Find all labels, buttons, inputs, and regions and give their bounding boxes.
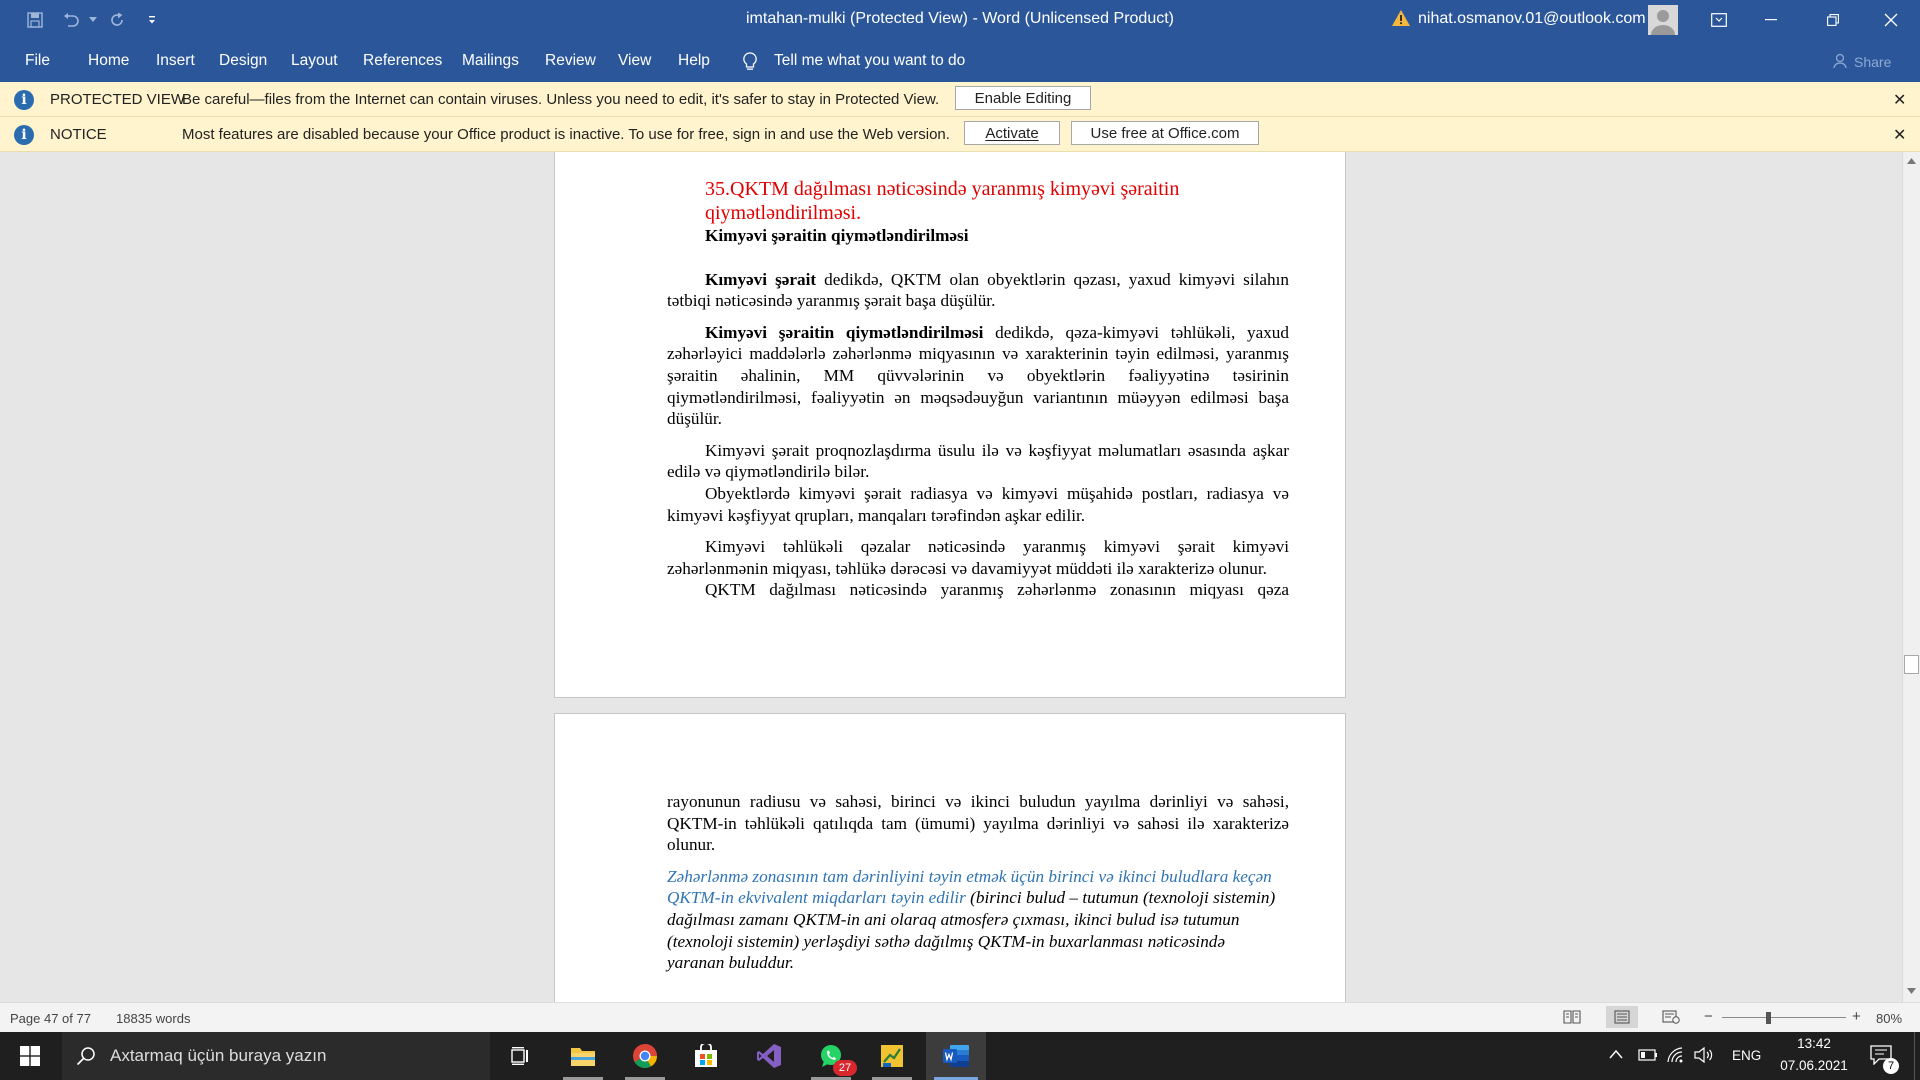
wifi-icon[interactable] <box>1666 1046 1684 1064</box>
subheading: Kimyəvi şəraitin qiymətləndirilməsi <box>705 226 969 245</box>
read-mode-icon[interactable] <box>1563 1010 1581 1024</box>
taskbar-search-box[interactable] <box>62 1032 490 1080</box>
tab-home[interactable]: Home <box>88 52 130 69</box>
account-email[interactable]: nihat.osmanov.01@outlook.com <box>1418 10 1646 27</box>
notice-label: NOTICE <box>50 126 107 143</box>
search-icon <box>76 1046 96 1066</box>
taskbar <box>0 1032 1920 1080</box>
restore-icon[interactable] <box>1810 0 1856 40</box>
whatsapp-icon[interactable] <box>803 1032 859 1080</box>
scroll-down-icon[interactable] <box>1904 984 1919 998</box>
enable-editing-button[interactable]: Enable Editing <box>955 86 1091 110</box>
chrome-icon[interactable] <box>617 1032 673 1080</box>
ribbon-tabs <box>0 40 1920 82</box>
show-desktop-button[interactable] <box>1914 1032 1915 1080</box>
clock-date[interactable]: 07.06.2021 <box>1780 1058 1848 1073</box>
zoom-level[interactable]: 80% <box>1876 1011 1903 1026</box>
start-windows-icon[interactable] <box>2 1032 58 1080</box>
tell-me-search[interactable]: Tell me what you want to do <box>774 52 966 69</box>
close-protected-bar-icon[interactable]: ✕ <box>1893 92 1907 109</box>
microsoft-store-icon[interactable] <box>678 1032 734 1080</box>
window-title: imtahan-mulki (Protected View) - Word (Unlicensed Product) <box>745 10 1174 27</box>
title-bar <box>0 0 1920 40</box>
share-button[interactable]: Share <box>1854 54 1892 70</box>
info-icon: i <box>14 125 34 145</box>
activate-button[interactable]: Activate <box>964 121 1060 145</box>
paragraph: Kimyəvi təhlükəli qəzalar nəticəsində yaranmış kimyəvi şərait kimyəvi zəhərlənmənin miqyası, təhlükə dərəcəsi və davamiyyət müddəti ilə xarakterizə olunur. <box>667 537 1289 578</box>
battery-icon[interactable] <box>1638 1048 1658 1062</box>
notice-bar <box>0 117 1920 152</box>
word-count[interactable]: 18835 words <box>116 1011 191 1026</box>
whatsapp-unread-badge: 27 <box>833 1060 857 1076</box>
tab-help[interactable]: Help <box>678 52 710 69</box>
zoom-slider[interactable] <box>1722 1017 1846 1018</box>
protected-view-message: Be careful—files from the Internet can contain viruses. Unless you need to edit, it's safer to stay in Protected View. <box>182 91 940 108</box>
share-icon <box>1833 53 1849 69</box>
paragraph: Zəhərlənmə zonasının tam dərinliyini təyin etmək üçün birinci və ikinci buludlara keçən QKTM-in ekvivalent miqdarları təyin edilir (birinci bulud – tutumun (texnoloji sistemin) dağılması zamanı QKTM-in ani olaraq atmosferə çıxması, ikinci bulud isə tutumun (texnoloji sistemin) yerləşdiyi səthə dağılmış QKTM-in buxarlanması nəticəsində yaranan buluddur. <box>667 866 1276 973</box>
show-hidden-icons-icon[interactable] <box>1609 1049 1623 1059</box>
paragraph: rayonunun radiusu və sahəsi, birinci və ikinci buludun yayılma dərinliyi və sahəsi, QKTM-in təhlükəli qatılıqda tam (ümumi) yayılma dərinliyi və sahəsi ilə xarakterizə olunur. <box>667 792 1289 855</box>
lightbulb-icon <box>742 52 758 72</box>
page <box>554 152 1346 698</box>
use-free-button[interactable]: Use free at Office.com <box>1071 121 1259 145</box>
zoom-out-button[interactable]: − <box>1704 1008 1713 1025</box>
tab-insert[interactable]: Insert <box>156 52 195 69</box>
tab-file[interactable]: File <box>25 52 50 69</box>
tab-mailings[interactable]: Mailings <box>462 52 519 69</box>
ribbon-display-options-icon[interactable] <box>1696 0 1742 40</box>
task-view-icon[interactable] <box>492 1032 548 1080</box>
zoom-slider-thumb[interactable] <box>1766 1012 1771 1024</box>
clock-time[interactable]: 13:42 <box>1797 1036 1831 1051</box>
tab-references[interactable]: References <box>363 52 443 69</box>
scroll-thumb[interactable] <box>1904 655 1919 674</box>
tab-view[interactable]: View <box>618 52 652 69</box>
zoom-in-button[interactable]: + <box>1852 1008 1861 1025</box>
page <box>554 713 1346 1002</box>
minimize-icon[interactable] <box>1748 0 1794 40</box>
visual-studio-icon[interactable] <box>741 1032 797 1080</box>
info-icon: i <box>14 90 34 110</box>
tab-review[interactable]: Review <box>545 52 596 69</box>
paragraph: Obyektlərdə kimyəvi şərait radiasya və kimyəvi müşahidə postları, radiasya və kimyəvi kəşfiyyat qrupları, manqaları tərəfindən aşkar edilir. <box>667 483 1289 525</box>
document-area[interactable] <box>0 152 1902 1002</box>
vertical-scrollbar[interactable] <box>1902 152 1920 1002</box>
tab-layout[interactable]: Layout <box>291 52 338 69</box>
file-explorer-icon[interactable] <box>555 1032 611 1080</box>
scroll-up-icon[interactable] <box>1904 154 1919 168</box>
paragraph: QKTM dağılması nəticəsində yaranmış zəhərlənmə zonasının miqyası qəza <box>705 580 1289 600</box>
app-icon[interactable] <box>864 1032 920 1080</box>
paragraph: Kimyəvi şəraitin qiymətləndirilməsi dedikdə, qəza-kimyəvi təhlükəli, yaxud zəhərləyici maddələrlə zəhərlənmə miqyasının və xarakterinin təyin edilməsi, yaranmış şəraitin əhalinin, MM qüvvələrinin və obyektlərin fəaliyyətinə təsirinin qiymətləndirilməsi, fəaliyyətin ən məqsədəuyğun variantının müəyyən edilməsi başa düşülür. <box>667 322 1289 429</box>
tab-design[interactable]: Design <box>219 52 268 69</box>
volume-icon[interactable] <box>1694 1047 1714 1063</box>
web-layout-icon[interactable] <box>1662 1010 1680 1024</box>
print-layout-icon[interactable] <box>1606 1006 1638 1028</box>
avatar[interactable] <box>1648 5 1678 35</box>
search-placeholder: Axtarmaq üçün buraya yazın <box>110 1046 327 1065</box>
section-heading: 35.QKTM dağılması nəticəsində yaranmış kimyəvi şəraitin qiymətləndirilməsi. <box>705 178 1180 224</box>
notification-count-badge: 7 <box>1883 1058 1899 1074</box>
close-icon[interactable] <box>1868 0 1914 40</box>
protected-view-bar <box>0 82 1920 117</box>
close-notice-bar-icon[interactable]: ✕ <box>1893 127 1907 144</box>
paragraph: Kımyəvi şərait dedikdə, QKTM olan obyektlərin qəzası, yaxud kimyəvi silahın tətbiqi nəticəsində yaranmış şərait başa düşülür. <box>667 269 1289 311</box>
notice-message: Most features are disabled because your Office product is inactive. To use for free, sign in and use the Web version. <box>182 126 950 143</box>
word-taskbar-icon[interactable] <box>926 1032 986 1080</box>
status-bar <box>0 1002 1920 1032</box>
input-language[interactable]: ENG <box>1732 1048 1762 1063</box>
warning-icon <box>1391 9 1411 27</box>
protected-view-label: PROTECTED VIEW <box>50 91 186 108</box>
paragraph: Kimyəvi şərait proqnozlaşdırma üsulu ilə və kəşfiyyat məlumatları əsasında aşkar edilə və qiymətləndirilə bilər. <box>667 440 1289 482</box>
page-count[interactable]: Page 47 of 77 <box>10 1011 91 1026</box>
